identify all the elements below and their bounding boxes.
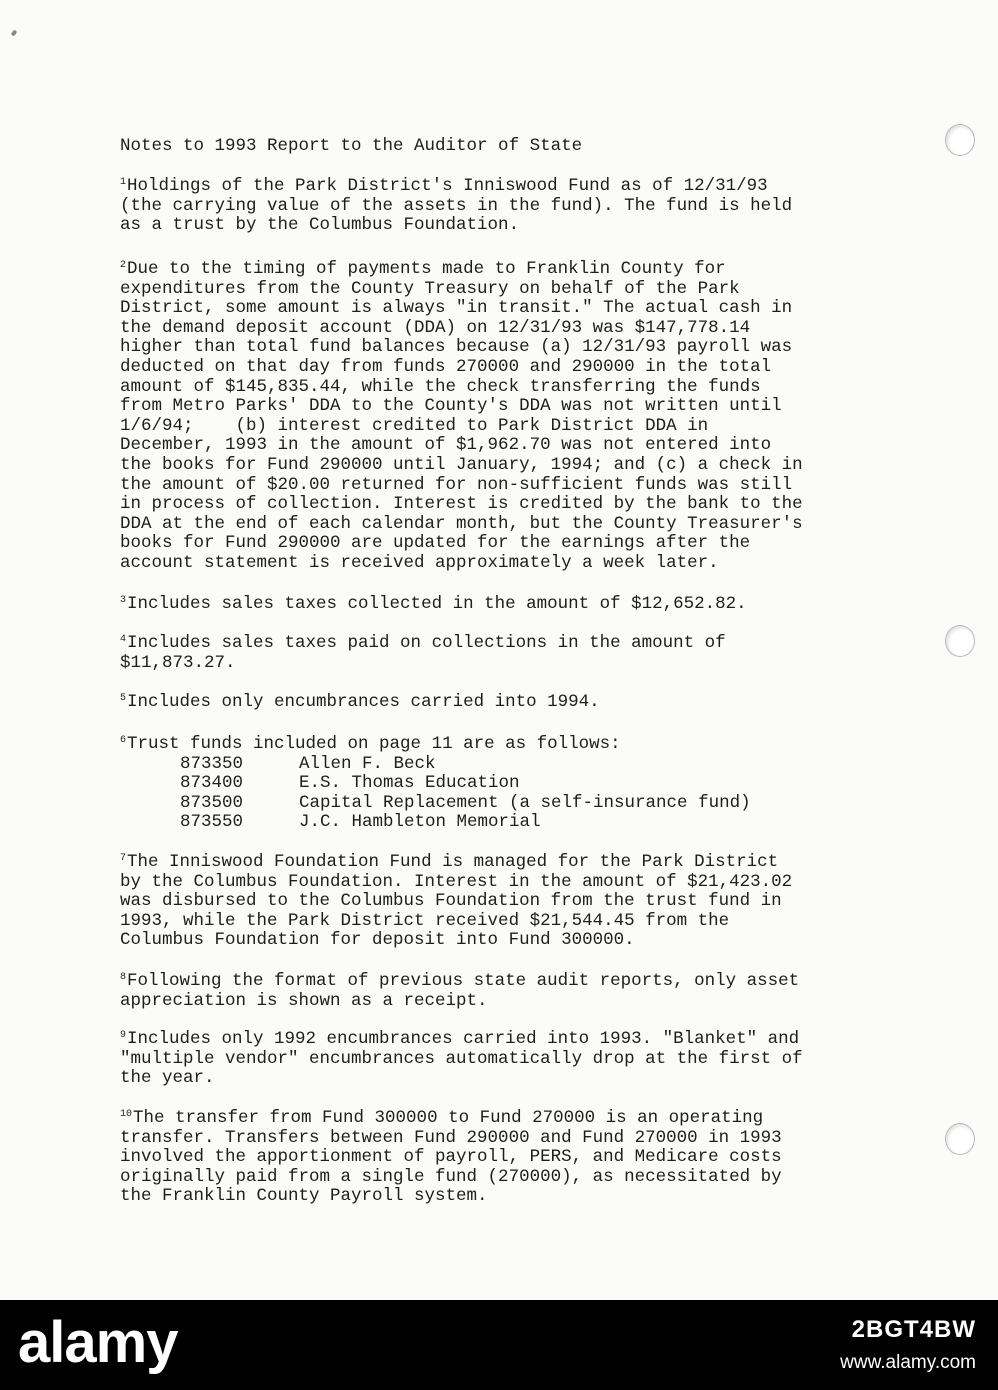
note-2 — [120, 256, 900, 574]
trust-fund-name: J.C. Hambleton Memorial — [299, 812, 541, 833]
note-number: 4 — [120, 634, 127, 645]
note-number: 10 — [120, 1109, 133, 1120]
note-1 — [120, 173, 900, 236]
footer-info — [840, 1316, 976, 1374]
note-number: 2 — [120, 260, 127, 271]
trust-fund-row — [120, 813, 900, 833]
note-line: Includes sales taxes collected in the amount of $12,652.82. — [127, 594, 747, 614]
alamy-logo: alamy — [18, 1310, 178, 1375]
note-line: by the Columbus Foundation. Interest in the amount of $21,423.02 — [120, 871, 793, 892]
note-line: DDA at the end of each calendar month, but the County Treasurer's — [120, 513, 803, 534]
note-line: from Metro Parks' DDA to the County's DDA was not written until — [120, 396, 782, 417]
note-line: 1993, while the Park District received $21,544.45 from the — [120, 910, 730, 931]
note-line: 1/6/94; (b) interest credited to Park District DDA in — [120, 415, 709, 436]
note-4 — [120, 630, 900, 673]
note-9 — [120, 1026, 900, 1089]
note-line: December, 1993 in the amount of $1,962.70 was not entered into — [120, 435, 772, 456]
stock-footer-bar — [0, 1300, 998, 1390]
note-line: amount of $145,835.44, while the check transferring the funds — [120, 376, 761, 397]
note-line: expenditures from the County Treasury on behalf of the Park — [120, 278, 740, 299]
trust-fund-row — [120, 794, 900, 814]
note-line: books for Fund 290000 are updated for the earnings after the — [120, 533, 751, 554]
note-line: the year. — [120, 1068, 215, 1089]
note-line: the demand deposit account (DDA) on 12/31/93 was $147,778.14 — [120, 317, 751, 338]
note-line: appreciation is shown as a receipt. — [120, 990, 488, 1011]
note-line: Trust funds included on page 11 are as follows: — [127, 734, 621, 754]
note-line: originally paid from a single fund (270000), as necessitated by — [120, 1166, 782, 1187]
note-number: 5 — [120, 693, 127, 704]
trust-fund-code: 873500 — [180, 792, 244, 813]
note-3 — [120, 591, 900, 615]
note-line: the books for Fund 290000 until January, 1994; and (c) a check in — [120, 454, 803, 475]
note-line: the Franklin County Payroll system. — [120, 1186, 488, 1207]
note-6 — [120, 731, 900, 833]
note-7 — [120, 849, 900, 951]
note-line: (the carrying value of the assets in the fund). The fund is held — [120, 195, 793, 216]
site-link[interactable]: www.alamy.com — [840, 1352, 976, 1373]
trust-fund-code: 873550 — [180, 812, 244, 833]
note-line: the amount of $20.00 returned for non-sufficient funds was still — [120, 474, 793, 495]
image-id: 2BGT4BW — [851, 1316, 976, 1343]
trust-fund-name: Capital Replacement (a self-insurance fund) — [299, 792, 751, 813]
trust-fund-row — [120, 755, 900, 775]
note-line: transfer. Transfers between Fund 290000 and Fund 270000 in 1993 — [120, 1127, 782, 1148]
note-number: 8 — [120, 972, 127, 983]
note-line: The Inniswood Foundation Fund is managed for the Park District — [127, 852, 779, 872]
note-line: The transfer from Fund 300000 to Fund 270000 is an operating — [133, 1108, 764, 1128]
note-line: was disbursed to the Columbus Foundation from the trust fund in — [120, 891, 782, 912]
trust-fund-list — [120, 755, 900, 833]
paper-speck — [11, 29, 18, 36]
note-number: 6 — [120, 735, 127, 746]
punch-hole-middle — [945, 625, 975, 657]
note-number: 9 — [120, 1030, 127, 1041]
note-10 — [120, 1105, 900, 1207]
note-line: Due to the timing of payments made to Franklin County for — [127, 259, 726, 279]
note-line: Following the format of previous state audit reports, only asset — [127, 971, 800, 991]
trust-fund-code: 873350 — [180, 753, 244, 774]
trust-fund-name: Allen F. Beck — [299, 753, 436, 774]
note-line: deducted on that day from funds 270000 and 290000 in the total — [120, 356, 772, 377]
trust-fund-row — [120, 774, 900, 794]
page-title: Notes to 1993 Report to the Auditor of State — [120, 136, 583, 156]
punch-hole-top — [945, 124, 975, 156]
note-8 — [120, 968, 900, 1011]
note-number: 1 — [120, 177, 127, 188]
trust-fund-code: 873400 — [180, 773, 244, 794]
note-line: higher than total fund balances because (a) 12/31/93 payroll was — [120, 337, 793, 358]
note-line: Includes only 1992 encumbrances carried into 1993. "Blanket" and — [127, 1029, 800, 1049]
note-line: in process of collection. Interest is credited by the bank to the — [120, 494, 803, 515]
note-line: as a trust by the Columbus Foundation. — [120, 215, 520, 236]
note-line: account statement is received approximately a week later. — [120, 552, 719, 573]
punch-hole-bottom — [945, 1123, 975, 1155]
note-line: Holdings of the Park District's Inniswood Fund as of 12/31/93 — [127, 176, 768, 196]
note-number: 7 — [120, 853, 127, 864]
note-line: District, some amount is always "in transit." The actual cash in — [120, 298, 793, 319]
note-line: $11,873.27. — [120, 652, 236, 673]
note-number: 3 — [120, 595, 127, 606]
note-line: involved the apportionment of payroll, PERS, and Medicare costs — [120, 1147, 782, 1168]
trust-fund-name: E.S. Thomas Education — [299, 773, 520, 794]
note-line: "multiple vendor" encumbrances automatically drop at the first of — [120, 1048, 803, 1069]
note-5 — [120, 689, 900, 713]
note-line: Columbus Foundation for deposit into Fund 300000. — [120, 930, 635, 951]
note-line: Includes sales taxes paid on collections in the amount of — [127, 633, 726, 653]
note-line: Includes only encumbrances carried into 1994. — [127, 692, 600, 712]
